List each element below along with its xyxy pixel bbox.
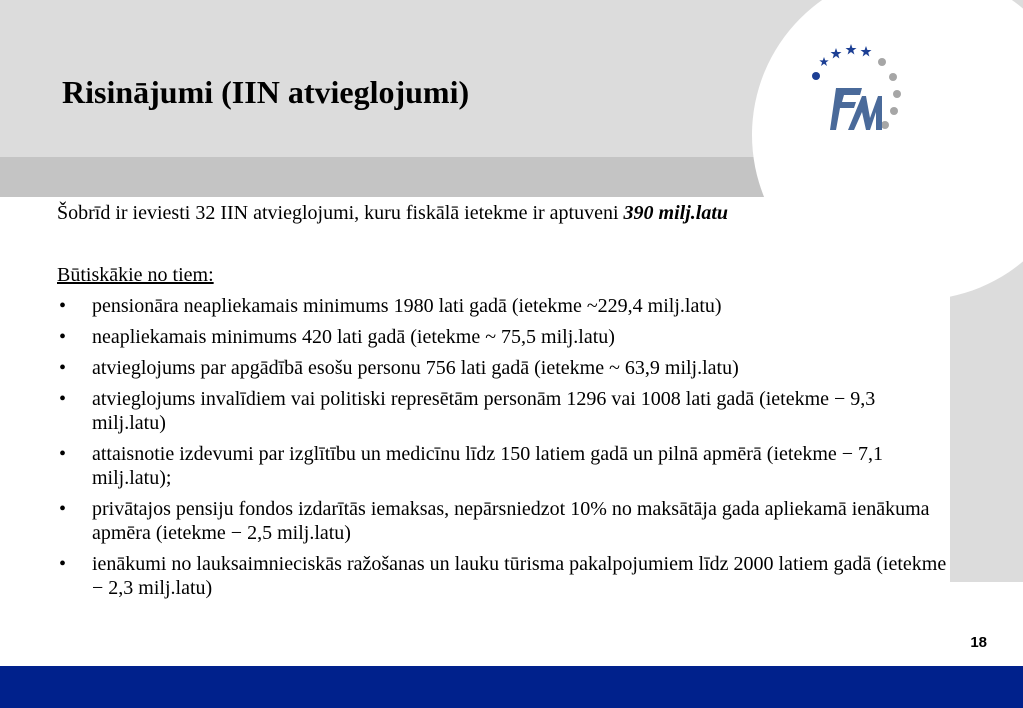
fm-logo bbox=[800, 40, 910, 140]
bullet-icon: • bbox=[59, 326, 67, 348]
slide-title: Risinājumi (IIN atvieglojumi) bbox=[62, 74, 470, 110]
bullet-icon: • bbox=[59, 357, 67, 379]
list-item bbox=[57, 497, 947, 545]
list-item bbox=[57, 442, 947, 490]
list-item-text: ienākumi no lauksaimnieciskās ražošanas un lauku tūrisma pakalpojumiem līdz 2000 latiem gadā (ietekme − 2,3 milj.latu) bbox=[92, 553, 947, 599]
list-item-text: atvieglojums par apgādībā esošu personu 756 lati gadā (ietekme ~ 63,9 milj.latu) bbox=[92, 357, 739, 379]
list-item-text: attaisnotie izdevumi par izglītību un medicīnu līdz 150 latiem gadā un pilnā apmērā (ietekme − 7,1 milj.latu); bbox=[92, 443, 884, 489]
bullet-icon: • bbox=[59, 498, 67, 520]
list-item bbox=[57, 294, 947, 318]
intro-paragraph bbox=[57, 202, 728, 225]
intro-text: Šobrīd ir ieviesti 32 IIN atvieglojumi, kuru fiskālā ietekme ir aptuveni bbox=[57, 202, 624, 224]
list-item bbox=[57, 325, 947, 349]
intro-highlight: 390 milj.latu bbox=[623, 202, 729, 224]
bullet-list bbox=[57, 294, 947, 607]
list-item bbox=[57, 387, 947, 435]
list-item bbox=[57, 356, 947, 380]
list-item bbox=[57, 552, 947, 600]
bullet-icon: • bbox=[59, 295, 67, 317]
bullet-icon: • bbox=[59, 553, 67, 575]
fm-logo-icon bbox=[800, 40, 910, 140]
bullet-icon: • bbox=[59, 443, 67, 465]
content-panel bbox=[53, 197, 950, 622]
list-item-text: atvieglojums invalīdiem vai politiski represētām personām 1296 vai 1008 lati gadā (ietekme − 9,3 milj.latu) bbox=[92, 388, 876, 434]
list-item-text: pensionāra neapliekamais minimums 1980 lati gadā (ietekme ~229,4 milj.latu) bbox=[92, 295, 722, 317]
page-number: 18 bbox=[970, 634, 987, 651]
list-item-text: neapliekamais minimums 420 lati gadā (ietekme ~ 75,5 milj.latu) bbox=[92, 326, 615, 348]
subheading: Būtiskākie no tiem: bbox=[57, 264, 214, 286]
bullet-icon: • bbox=[59, 388, 67, 410]
footer-bar bbox=[0, 666, 1023, 708]
list-item-text: privātajos pensiju fondos izdarītās iemaksas, nepārsniedzot 10% no maksātāja gada apliekamā ienākuma apmēra (ietekme − 2,5 milj.latu) bbox=[92, 498, 930, 544]
